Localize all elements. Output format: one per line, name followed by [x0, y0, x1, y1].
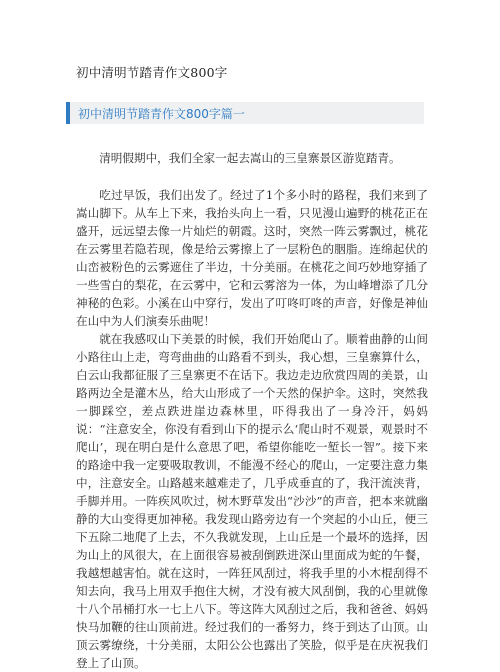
paragraph: 就在我感叹山下美景的时候，我们开始爬山了。顺着曲静的山间小路往山上走，弯弯曲曲的山路看不到头，我心想，三皇寨算什么，白云山我都征服了三皇寨更不在话下。我边走边欣赏四周的美景，山路两边全是灌木丛，给大山形成了一个天然的保护伞。这时，突然我一脚踩空，差点跌进崖边森林里，吓得我出了一身冷汗，妈妈说：“注意安全，你没有看到山下的提示么‘爬山时不观景，观景时不爬山’，现在明白是什么意思了吧，希望你能吃一堑长一智”。接下来的路途中我一定要吸取教训，不能漫不经心的爬山，一定要注意力集中，注意安全。山路越来越难走了，几乎成垂直的了，我汗流浃背，手脚并用。一阵疾风吹过，树木野草发出“沙沙”的声音，把本来就幽静的大山变得更加神秘。我发现山路旁边有一个突起的小山丘，便三下五除二地爬了上去，不久我就发现，上山丘是一个最坏的选择，因为山上的风很大，在上面很容易被刮倒跌进深山里面成为蛇的午餐，我越想越害怕。就在这时，一阵狂风刮过，将我手里的小木棍刮得不知去向，我马上用双手抱住大树，才没有被大风刮倒，我的心里就像十八个吊桶打水一七上八下。等这阵大风刮过之后，我和爸爸、妈妈快马加鞭的往山顶前进。经过我们的一番努力，终于到达了山顶。山顶云雾缭绕，十分美丽，太阳公公也露出了笑脸，似乎是在庆祝我们登上了山顶。 [76, 332, 428, 670]
paragraph: 吃过早饭，我们出发了。经过了1个多小时的路程，我们来到了嵩山脚下。从车上下来，我抬头向上一看，只见漫山遍野的桃花正在盛开，远远望去像一片灿烂的朝霞。这时，突然一阵云雾飘过，桃花在云雾里若隐若现，像是给云雾擦上了一层粉色的胭脂。连绵起伏的山峦被粉色的云雾遮住了半边，十分美丽。在桃花之间巧妙地穿插了一些雪白的梨花，在云雾中，它和云雾溶为一体，为山峰增添了几分神秘的色彩。小溪在山中穿行，发出了叮咚叮咚的声音，好像是神仙在山中为人们演奏乐曲呢！ [76, 188, 428, 328]
paragraph: 清明假期中，我们全家一起去嵩山的三皇寨景区游览踏青。 [99, 151, 401, 165]
document-title: 初中清明节踏青作文800字 [76, 65, 228, 80]
section-heading-bar [66, 102, 424, 124]
section-heading: 初中清明节踏青作文800字篇一 [78, 107, 245, 121]
